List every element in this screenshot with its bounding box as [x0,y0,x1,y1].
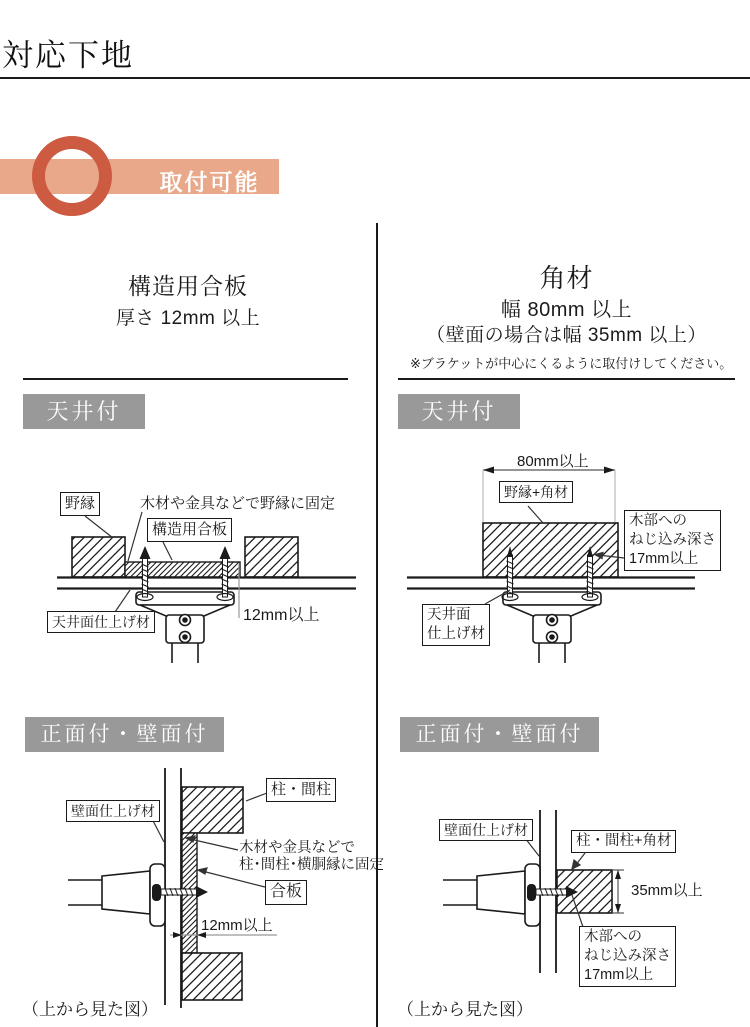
label-screw-depth-line1: 木部への [584,929,642,945]
joist-block-right [245,537,298,577]
label-nobuchi-kakuzai: 野縁+角材 [499,481,573,503]
label-ceiling-finish-line1: 天井面 [427,607,471,623]
left-ceiling-diagram [20,440,360,680]
right-wall-header: 正面付・壁面付 [400,717,599,752]
left-column-title: 構造用合板 [128,273,248,299]
dim-35mm [612,870,624,913]
right-column-subtitle: 幅 80mm 以上 [500,299,633,321]
right-wall-caption: （上から見た図） [397,1000,533,1019]
label-ceiling-finish [422,604,490,646]
label-dim-12mm: 12mm以上 [201,917,273,934]
timber-block [483,523,618,577]
label-dim-80mm: 80mm以上 [517,453,589,470]
joist-block-left [72,537,125,577]
bracket [503,592,601,663]
left-wall-header: 正面付・壁面付 [25,717,224,752]
label-fixing-line2: 柱･間柱･横胴縁に固定 [239,857,384,874]
right-section-rule [398,378,735,380]
title-divider [0,77,750,79]
stud-block-top [182,787,243,833]
label-screw-depth [624,510,721,571]
label-plywood: 構造用合板 [147,518,232,542]
label-screw-depth-line3: 17mm以上 [629,550,699,567]
badge-label: 取付可能 [159,169,260,195]
right-ceiling-header: 天井付 [398,394,520,429]
left-ceiling-header: 天井付 [23,394,145,429]
label-screw-depth-line3: 17mm以上 [584,966,654,983]
label-fixing: 木材や金具などで野縁に固定 [140,495,336,512]
label-ceiling-finish: 天井面仕上げ材 [47,611,155,633]
label-wall-finish: 壁面仕上げ材 [66,800,160,822]
label-wall-finish: 壁面仕上げ材 [439,819,533,841]
label-screw-depth [579,926,676,987]
bracket [68,864,165,926]
right-column-subtitle2: （壁面の場合は幅 35mm 以上） [426,325,707,346]
right-column-note: ※ブラケットが中心にくるように取付けしてください。 [410,356,733,371]
bracket [443,864,540,926]
label-hashira-kakuzai: 柱・間柱+角材 [571,830,676,853]
column-divider [376,223,378,1027]
label-screw-depth-line2: ねじ込み深さ [584,947,671,964]
right-column-title: 角材 [539,263,594,293]
label-nobuchi: 野縁 [60,492,100,516]
left-wall-caption: （上から見た図） [22,1000,158,1019]
label-dim-35mm: 35mm以上 [631,882,703,899]
stud-block-bottom [182,953,242,1000]
label-screw-depth-line1: 木部への [629,513,687,529]
label-gouhan: 合板 [265,880,307,905]
left-section-rule [23,378,348,380]
label-hashira: 柱・間柱 [266,778,336,802]
screw-icon [152,884,208,901]
label-dim-12mm: 12mm以上 [243,607,320,624]
label-fixing [239,840,384,875]
label-fixing-line1: 木材や金具などで [239,840,355,856]
left-column-subtitle: 厚さ 12mm 以上 [115,308,261,329]
label-ceiling-finish-line2: 仕上げ材 [427,625,485,642]
circle-ok-icon [32,136,112,216]
page-title: 対応下地 [2,38,134,73]
label-screw-depth-line2: ねじ込み深さ [629,531,716,548]
